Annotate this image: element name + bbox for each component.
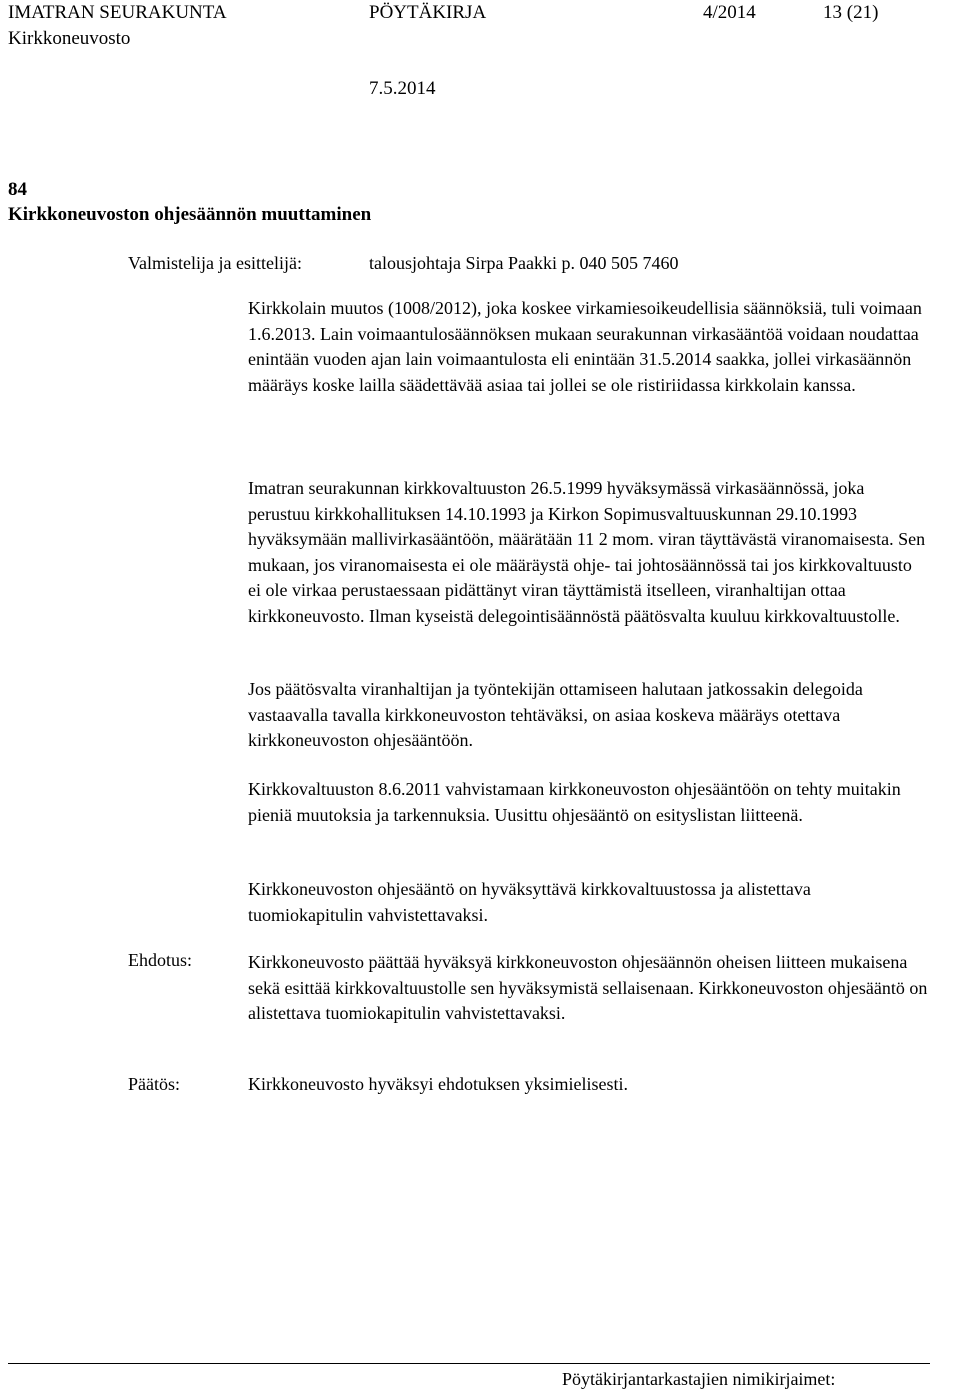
paragraph-other-changes <box>248 777 928 828</box>
decision-text: Kirkkoneuvosto hyväksyi ehdotuksen yksimielisesti. <box>248 1074 628 1094</box>
paragraph-law-change <box>248 296 928 398</box>
proposal-paragraph: Kirkkoneuvosto päättää hyväksyä kirkkoneuvoston ohjesäännön oheisen liitteen mukaisena sekä esittää kirkkovaltuustolle sen hyväksymistä sellaisenaan. Kirkkoneuvoston ohjesääntö on alistettava tuomiokapitulin vahvistettavaksi. <box>248 952 928 1023</box>
section-number: 84 <box>8 179 27 200</box>
header-body: Kirkkoneuvosto <box>8 28 131 49</box>
proposal-text <box>248 950 928 1027</box>
section-title: Kirkkoneuvoston ohjesäännön muuttaminen <box>8 204 372 225</box>
header-date: 7.5.2014 <box>369 78 436 99</box>
paragraph-approval <box>248 877 928 928</box>
header-doc-number: 4/2014 <box>703 2 756 23</box>
header-org: IMATRAN SEURAKUNTA <box>8 2 227 23</box>
paragraph-text: Jos päätösvalta viranhaltijan ja työntekijän ottamiseen halutaan jatkossakin delegoida vastaavalla tavalla kirkkoneuvoston tehtäväksi, on asiaa koskeva määräys otettava kirkkoneuvoston ohjesääntöön. <box>248 679 863 750</box>
preparer-label: Valmistelija ja esittelijä: <box>128 253 302 273</box>
paragraph-text: Kirkkolain muutos (1008/2012), joka koskee virkamiesoikeudellisia säännöksiä, tuli voimaan 1.6.2013. Lain voimaantulosäännöksen mukaan seurakunnan virkasääntöä voidaan noudattaa enintään vuoden ajan lain voimaantulosta eli enintään 31.5.2014 saakka, jollei virkasäännön määräys koske lailla säädettävää asiaa tai jollei se ole ristiriidassa kirkkolain kanssa. <box>248 298 922 395</box>
paragraph-text: Imatran seurakunnan kirkkovaltuuston 26.5.1999 hyväksymässä virkasäännössä, joka perustuu kirkkohallituksen 14.10.1993 ja Kirkon Sopimusvaltuuskunnan 29.10.1993 hyväksymään mallivirkasääntöön, määrätään 11 2 mom. viran täyttävästä viranomaisesta. Sen mukaan, jos viranomaisesta ei ole määräystä ohje- tai johtosäännössä tai jos kirkkovaltuusto ei ole virkaa perustaessaan pidättänyt viran täyttämistä itselleen, viranhaltijan ottaa kirkkoneuvosto. Ilman kyseistä delegointisäännöstä päätösvalta kuuluu kirkkovaltuustolle. <box>248 478 926 626</box>
header-page-number: 13 (21) <box>823 2 879 23</box>
decision-label: Päätös: <box>128 1074 180 1094</box>
paragraph-text: Kirkkovaltuuston 8.6.2011 vahvistamaan kirkkoneuvoston ohjesääntöön on tehty muitakin pieniä muutoksia ja tarkennuksia. Uusittu ohjesääntö on esityslistan liitteenä. <box>248 779 901 825</box>
paragraph-text: Kirkkoneuvoston ohjesääntö on hyväksyttävä kirkkovaltuustossa ja alistettava tuomiokapitulin vahvistettavaksi. <box>248 879 811 925</box>
preparer-value: talousjohtaja Sirpa Paakki p. 040 505 7460 <box>369 253 679 273</box>
proposal-label: Ehdotus: <box>128 950 193 970</box>
header-doc-type: PÖYTÄKIRJA <box>369 2 487 23</box>
signature-line <box>8 1363 930 1364</box>
paragraph-office-rules <box>248 476 928 629</box>
signature-label: Pöytäkirjantarkastajien nimikirjaimet: <box>562 1369 836 1389</box>
paragraph-delegation <box>248 677 928 754</box>
